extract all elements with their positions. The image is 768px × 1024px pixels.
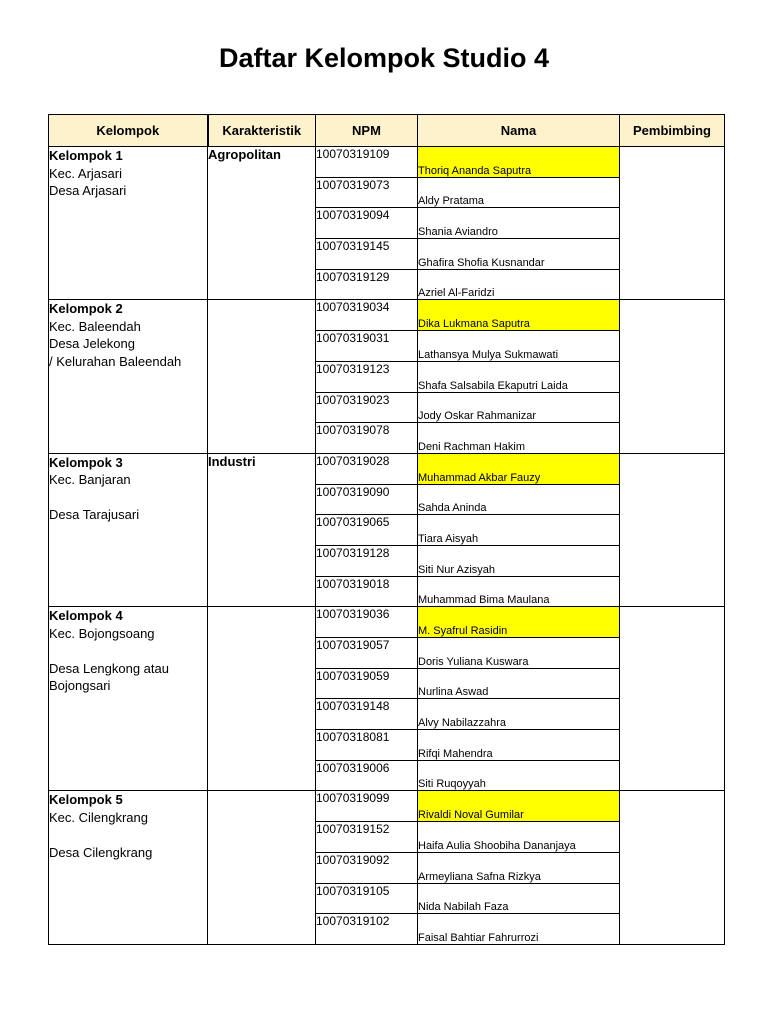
group-location-line: Desa Tarajusari	[49, 507, 140, 523]
nama-cell: Tiara Aisyah	[418, 515, 620, 546]
column-header-pembimbing: Pembimbing	[620, 115, 725, 147]
group-cell	[49, 147, 208, 300]
group-name: Kelompok 1	[49, 148, 123, 163]
nama-cell: Rifqi Mahendra	[418, 730, 620, 761]
group-location-line: Kec. Arjasari	[49, 165, 122, 181]
nama-cell: Doris Yuliana Kuswara	[418, 638, 620, 669]
nama-cell: Muhammad Bima Maulana	[418, 576, 620, 607]
group-location-line: / Kelurahan Baleendah	[49, 353, 182, 369]
group-cell	[49, 791, 208, 944]
group-cell	[49, 607, 208, 791]
npm-cell: 10070319092	[316, 852, 418, 883]
table-row	[49, 607, 725, 638]
npm-cell: 10070319036	[316, 607, 418, 638]
pembimbing-cell	[620, 147, 725, 300]
column-header-karakteristik: Karakteristik	[208, 115, 316, 147]
npm-cell: 10070318081	[316, 730, 418, 761]
group-location-line: Kec. Baleendah	[49, 318, 141, 334]
npm-cell: 10070319031	[316, 331, 418, 362]
npm-cell: 10070319099	[316, 791, 418, 822]
npm-cell: 10070319034	[316, 300, 418, 331]
group-cell	[49, 453, 208, 606]
nama-cell: Siti Nur Azisyah	[418, 545, 620, 576]
npm-cell: 10070319006	[316, 760, 418, 791]
nama-cell: Sahda Aninda	[418, 484, 620, 515]
nama-cell-highlighted: Thoriq Ananda Saputra	[418, 147, 620, 178]
nama-cell: Azriel Al-Faridzi	[418, 269, 620, 300]
nama-cell: Siti Ruqoyyah	[418, 760, 620, 791]
nama-cell: Deni Rachman Hakim	[418, 423, 620, 454]
group-location-line: Desa Cilengkrang	[49, 844, 153, 860]
page-title: Daftar Kelompok Studio 4	[218, 43, 550, 73]
group-location-line: Desa Lengkong atau	[49, 660, 169, 676]
pembimbing-cell	[620, 607, 725, 791]
npm-cell: 10070319090	[316, 484, 418, 515]
karakteristik-cell	[208, 300, 316, 453]
group-location-line	[49, 642, 207, 660]
group-location-line: Desa Arjasari	[49, 183, 127, 198]
npm-cell: 10070319129	[316, 269, 418, 300]
nama-cell: Nurlina Aswad	[418, 668, 620, 699]
column-header-kelompok: Kelompok	[49, 115, 208, 147]
table-body	[49, 147, 725, 945]
table-row	[49, 147, 725, 178]
npm-cell: 10070319094	[316, 208, 418, 239]
nama-cell: Faisal Bahtiar Fahrurrozi	[418, 914, 620, 945]
table-row	[49, 453, 725, 484]
group-cell	[49, 300, 208, 453]
group-name: Kelompok 2	[49, 301, 123, 317]
npm-cell: 10070319105	[316, 883, 418, 914]
group-location-line: Kec. Banjaran	[49, 472, 131, 488]
header-row	[49, 115, 725, 147]
npm-cell: 10070319148	[316, 699, 418, 730]
nama-cell-highlighted: M. Syafrul Rasidin	[418, 607, 620, 638]
group-name: Kelompok 4	[49, 608, 123, 624]
npm-cell: 10070319023	[316, 392, 418, 423]
nama-cell: Aldy Pratama	[418, 177, 620, 208]
karakteristik-cell: Industri	[208, 453, 316, 606]
pembimbing-cell	[620, 791, 725, 944]
nama-cell-highlighted: Rivaldi Noval Gumilar	[418, 791, 620, 822]
karakteristik-cell	[208, 607, 316, 791]
npm-cell: 10070319128	[316, 545, 418, 576]
nama-cell: Armeyliana Safna Rizkya	[418, 852, 620, 883]
nama-cell: Lathansya Mulya Sukmawati	[418, 331, 620, 362]
nama-cell: Haifa Aulia Shoobiha Dananjaya	[418, 822, 620, 853]
group-location-line: Kec. Bojongsoang	[49, 625, 155, 641]
group-name: Kelompok 5	[49, 792, 123, 808]
npm-cell: 10070319152	[316, 822, 418, 853]
pembimbing-cell	[620, 300, 725, 453]
column-header-nama: Nama	[418, 115, 620, 147]
nama-cell: Shania Aviandro	[418, 208, 620, 239]
npm-cell: 10070319109	[316, 147, 418, 178]
npm-cell: 10070319059	[316, 668, 418, 699]
table-row	[49, 300, 725, 331]
karakteristik-cell	[208, 791, 316, 944]
npm-cell: 10070319073	[316, 177, 418, 208]
nama-cell: Nida Nabilah Faza	[418, 883, 620, 914]
group-location-line: Desa Jelekong	[49, 336, 135, 352]
npm-cell: 10070319065	[316, 515, 418, 546]
table-row	[49, 791, 725, 822]
npm-cell: 10070319102	[316, 914, 418, 945]
group-name: Kelompok 3	[49, 454, 123, 470]
nama-cell: Jody Oskar Rahmanizar	[418, 392, 620, 423]
karakteristik-cell: Agropolitan	[208, 147, 316, 300]
npm-cell: 10070319028	[316, 453, 418, 484]
pembimbing-cell	[620, 453, 725, 606]
group-location-line: Bojongsari	[49, 678, 111, 694]
nama-cell: Alvy Nabilazzahra	[418, 699, 620, 730]
nama-cell: Ghafira Shofia Kusnandar	[418, 239, 620, 270]
nama-cell-highlighted: Muhammad Akbar Fauzy	[418, 453, 620, 484]
npm-cell: 10070319018	[316, 576, 418, 607]
npm-cell: 10070319057	[316, 638, 418, 669]
npm-cell: 10070319145	[316, 239, 418, 270]
column-header-npm: NPM	[316, 115, 418, 147]
nama-cell-highlighted: Dika Lukmana Saputra	[418, 300, 620, 331]
group-location-line: Kec. Cilengkrang	[49, 809, 148, 825]
group-location-line	[49, 489, 207, 507]
npm-cell: 10070319123	[316, 361, 418, 392]
group-table	[48, 114, 725, 945]
npm-cell: 10070319078	[316, 423, 418, 454]
group-location-line	[49, 826, 207, 844]
nama-cell: Shafa Salsabila Ekaputri Laida	[418, 361, 620, 392]
